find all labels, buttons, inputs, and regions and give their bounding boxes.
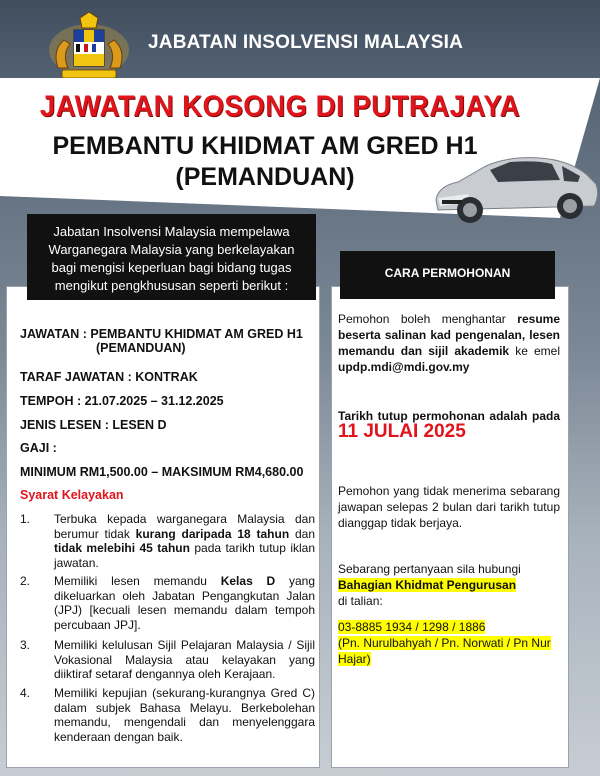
requirement-item: 3. Memiliki kelulusan Sijil Pelajaran Malaysia / Sijil Vokasional Malaysia atau kelayakan yang diiktiraf setaraf dengannya oleh Kerajaan. [20, 638, 315, 681]
car-image [428, 150, 600, 228]
deadline: Tarikh tutup permohonan adalah pada 11 JULAI 2025 [338, 409, 560, 442]
agency-name: JABATAN INSOLVENSI MALAYSIA [148, 32, 464, 53]
deadline-date: 11 JULAI 2025 [338, 421, 466, 442]
taraf-jawatan: TARAF JAWATAN : KONTRAK [20, 370, 198, 384]
requirements-title: Syarat Kelayakan [20, 488, 124, 502]
application-heading: CARA PERMOHONAN [340, 251, 555, 299]
no-response-notice: Pemohon yang tidak menerima sebarang jawapan selepas 2 bulan dari tarikh tutup dianggap tidak berjaya. [338, 484, 560, 530]
headline: JAWATAN KOSONG DI PUTRAJAYA [39, 90, 521, 123]
coat-of-arms-logo [44, 10, 134, 80]
phone-numbers[interactable]: 03-8885 1934 / 1298 / 1886 [338, 620, 486, 634]
position-title-line1: PEMBANTU KHIDMAT AM GRED H1 [52, 132, 478, 160]
requirement-item: 4. Memiliki kepujian (sekurang-kurangnya Gred C) dalam subjek Bahasa Melayu. Berkebolehan memandu, mengendali dan menyelenggara kenderaan dengan baik. [20, 686, 315, 744]
jawatan-label: JAWATAN : PEMBANTU KHIDMAT AM GRED H1 [20, 327, 303, 341]
gaji-label: GAJI : [20, 441, 57, 455]
application-instructions: Pemohon boleh menghantar resume beserta salinan kad pengenalan, lesen memandu dan sijil akademik ke emel updp.mdi@mdi.gov.my [338, 312, 560, 374]
position-title-line2: (PEMANDUAN) [175, 163, 355, 191]
requirement-number: 3. [20, 638, 31, 652]
intro-box: Jabatan Insolvensi Malaysia mempelawa Warganegara Malaysia yang berkelayakan bagi mengisi keperluan bagi bidang tugas mengikut pengkhususan seperti berikut : [27, 214, 316, 300]
jenis-lesen: JENIS LESEN : LESEN D [20, 418, 167, 432]
requirement-number: 2. [20, 574, 31, 588]
gaji-range: MINIMUM RM1,500.00 – MAKSIMUM RM4,680.00 [20, 465, 304, 479]
requirement-item: 2. Memiliki lesen memandu Kelas D yang dikeluarkan oleh Jabatan Pengangkutan Jalan (JPJ) [kecuali lesen memandu dalam tempoh percubaan JPJ]. [20, 574, 315, 632]
contact-unit: Bahagian Khidmat Pengurusan [338, 578, 517, 592]
contact-info: Sebarang pertanyaan sila hubungi Bahagian Khidmat Pengurusan di talian: [338, 562, 521, 608]
requirement-number: 4. [20, 686, 31, 700]
email-link[interactable]: updp.mdi@mdi.gov.my [338, 360, 470, 374]
requirement-number: 1. [20, 512, 31, 526]
contact-phone-block [338, 619, 560, 667]
jawatan-label-cont: (PEMANDUAN) [96, 341, 186, 355]
requirement-item: 1. Terbuka kepada warganegara Malaysia dan berumur tidak kurang daripada 18 tahun dan tidak melebihi 45 tahun pada tarikh tutup iklan jawatan. [20, 512, 315, 570]
contact-names: (Pn. Nurulbahyah / Pn. Norwati / Pn Nur Hajar) [338, 636, 551, 666]
tempoh: TEMPOH : 21.07.2025 – 31.12.2025 [20, 394, 224, 408]
